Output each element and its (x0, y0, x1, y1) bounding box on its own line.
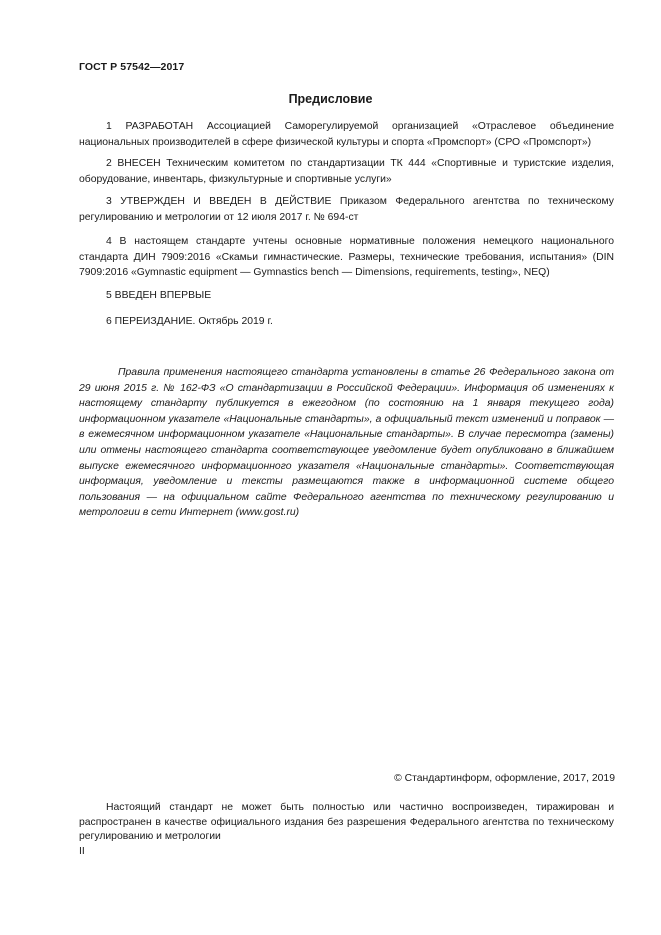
page-number: II (79, 846, 85, 857)
preface-item-5: 5 ВВЕДЕН ВПЕРВЫЕ (106, 290, 212, 301)
standard-code: ГОСТ Р 57542—2017 (79, 61, 185, 73)
preface-item-2: 2 ВНЕСЕН Техническим комитетом по стандартизации ТК 444 «Спортивные и туристские изделия, оборудование, инвентарь, физкультурные и спортивные услуги» (79, 158, 614, 185)
preface-item-1: 1 РАЗРАБОТАН Ассоциацией Саморегулируемой организацией «Отраслевое объединение национальных производителей в сфере физической культуры и спорта «Промспорт» (СРО «Промспорт») (79, 121, 614, 148)
reproduction-notice: Настоящий стандарт не может быть полностью или частично воспроизведен, тиражирован и распространен в качестве официального издания без разрешения Федерального агентства по техническому регулированию и метрологии (79, 802, 614, 842)
application-rules-notice: Правила применения настоящего стандарта установлены в статье 26 Федерального закона от 29 июня 2015 г. № 162-ФЗ «О стандартизации в Российской Федерации». Информация об изменениях к настоящему стандарту публикуется в ежегодном (по состоянию на 1 января текущего года) информационном указателе «Национальные стандарты», а официальный текст изменений и поправок — в ежемесячном информационном указателе «Национальные стандарты». В случае пересмотра (замены) или отмены настоящего стандарта соответствующее уведомление будет опубликовано в ближайшем выпуске ежемесячного информационного указателя «Национальные стандарты». Соответствующая информация, уведомление и тексты размещаются также в информационной системе общего пользования — на официальном сайте Федерального агентства по техническому регулированию и метрологии в сети Интернет (www.gost.ru) (79, 367, 614, 519)
preface-item-4: 4 В настоящем стандарте учтены основные нормативные положения немецкого национального стандарта ДИН 7909:2016 «Скамьи гимнастические. Размеры, технические требования, испытания» (DIN 7909:2016 «Gymnastic equipment — Gymnastics bench — Dimensions, requirements, testing», NEQ) (79, 236, 614, 278)
preface-item-3: 3 УТВЕРЖДЕН И ВВЕДЕН В ДЕЙСТВИЕ Приказом Федерального агентства по техническому регулированию и метрологии от 12 июля 2017 г. № 694-ст (79, 196, 614, 223)
preface-item-6: 6 ПЕРЕИЗДАНИЕ. Октябрь 2019 г. (106, 316, 273, 327)
preface-title: Предисловие (288, 92, 373, 106)
copyright-line: © Стандартинформ, оформление, 2017, 2019 (394, 773, 615, 784)
